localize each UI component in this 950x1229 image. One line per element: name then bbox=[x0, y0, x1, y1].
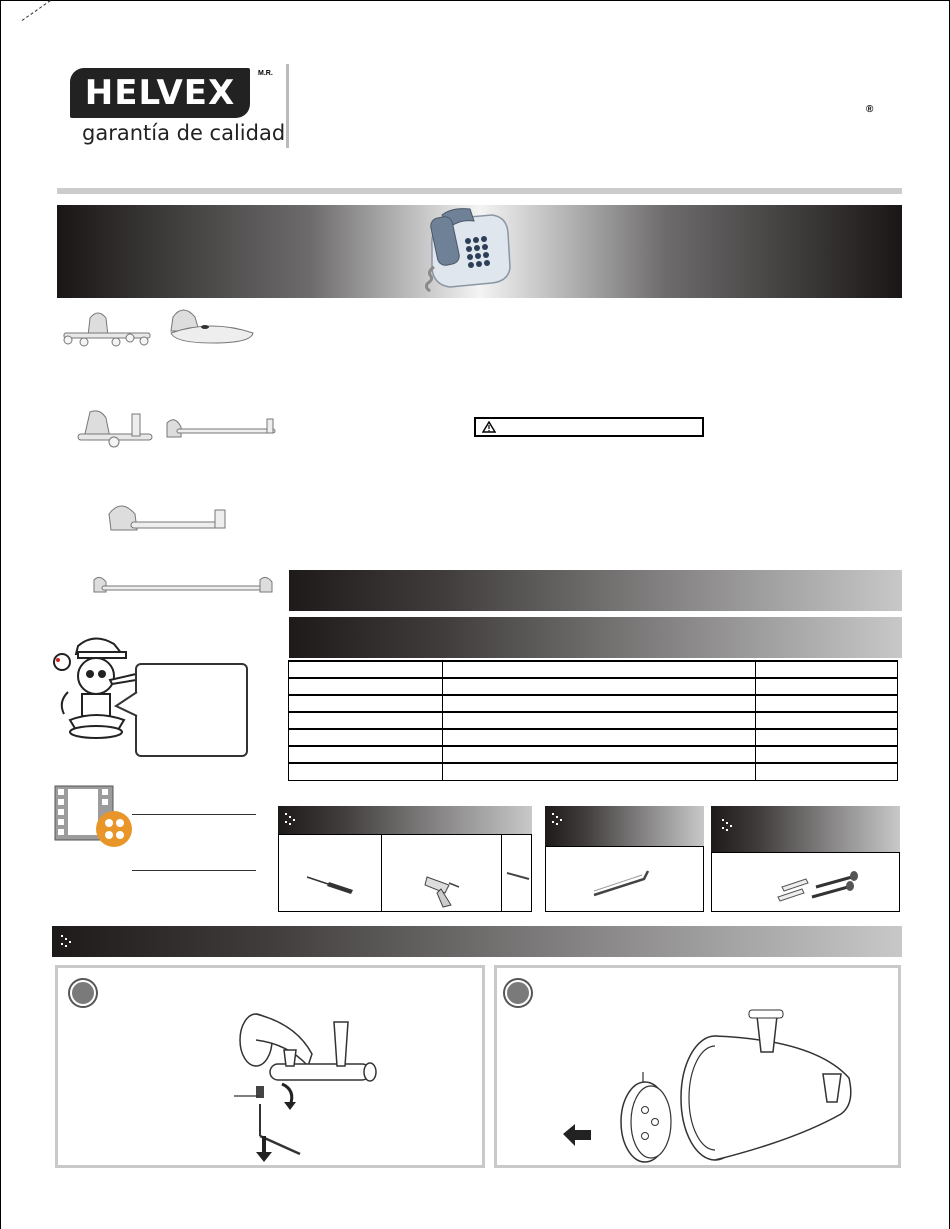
table-row bbox=[289, 695, 898, 712]
allen-bar bbox=[545, 806, 704, 846]
header-rule bbox=[57, 188, 902, 194]
tools-bar bbox=[278, 806, 532, 834]
product-robe-hook-multi bbox=[60, 308, 155, 348]
table-row bbox=[289, 729, 898, 746]
arrow-down-icon bbox=[256, 1136, 272, 1164]
screws-anchors-icon bbox=[772, 863, 868, 905]
tools-panel bbox=[278, 834, 532, 912]
table-row bbox=[289, 746, 898, 763]
drill-icon bbox=[423, 869, 463, 909]
hardware-panel bbox=[711, 852, 900, 912]
catalog-line-top bbox=[132, 814, 256, 815]
mascot-icon bbox=[48, 632, 140, 742]
phone-icon bbox=[412, 207, 524, 295]
bullet-dots-icon bbox=[721, 818, 735, 832]
table-row bbox=[289, 712, 898, 729]
brand-logo bbox=[70, 68, 250, 118]
catalog-line-bottom bbox=[132, 870, 256, 871]
warning-box bbox=[474, 417, 704, 437]
header-divider bbox=[286, 64, 289, 148]
table-row bbox=[289, 661, 898, 678]
bullet-dots-icon bbox=[284, 812, 298, 826]
step-2-illustration bbox=[615, 1000, 865, 1168]
brand-tagline: garantía de calidad bbox=[82, 121, 286, 145]
brand-mark: M.R. bbox=[258, 70, 273, 77]
hardware-bar bbox=[711, 806, 900, 852]
pointer-line-icon bbox=[234, 1092, 262, 1100]
product-soap-dish bbox=[165, 303, 260, 348]
parts-bar bbox=[289, 617, 902, 658]
screwdriver-icon bbox=[305, 873, 357, 895]
product-towel-bar-long bbox=[90, 574, 280, 598]
warning-triangle-icon bbox=[482, 421, 496, 433]
bullet-dots-icon bbox=[551, 812, 565, 826]
product-paper-holder bbox=[105, 500, 235, 538]
speech-bubble-tail bbox=[114, 690, 138, 720]
allen-key-icon bbox=[592, 867, 654, 899]
allen-panel bbox=[545, 846, 704, 912]
arrow-left-icon bbox=[563, 1122, 593, 1146]
catalog-icon bbox=[54, 785, 134, 849]
step-1-number bbox=[70, 980, 96, 1006]
contents-bar bbox=[289, 570, 902, 611]
rotate-arrow-icon bbox=[278, 1080, 300, 1112]
installation-bar bbox=[52, 926, 902, 957]
step-1-panel bbox=[55, 965, 485, 1168]
step-2-panel bbox=[494, 965, 901, 1168]
step-2-number bbox=[505, 980, 531, 1006]
brand-name: HELVEX bbox=[84, 73, 236, 113]
product-towel-bar-short bbox=[163, 415, 285, 443]
table-row bbox=[289, 763, 898, 780]
product-double-hook bbox=[72, 408, 157, 452]
pencil-icon bbox=[505, 869, 531, 883]
speech-bubble bbox=[135, 663, 248, 757]
registered-symbol: ® bbox=[866, 104, 874, 115]
parts-table bbox=[288, 660, 898, 781]
bullet-dots-icon bbox=[60, 934, 74, 948]
table-row bbox=[289, 678, 898, 695]
service-banner bbox=[57, 205, 902, 298]
